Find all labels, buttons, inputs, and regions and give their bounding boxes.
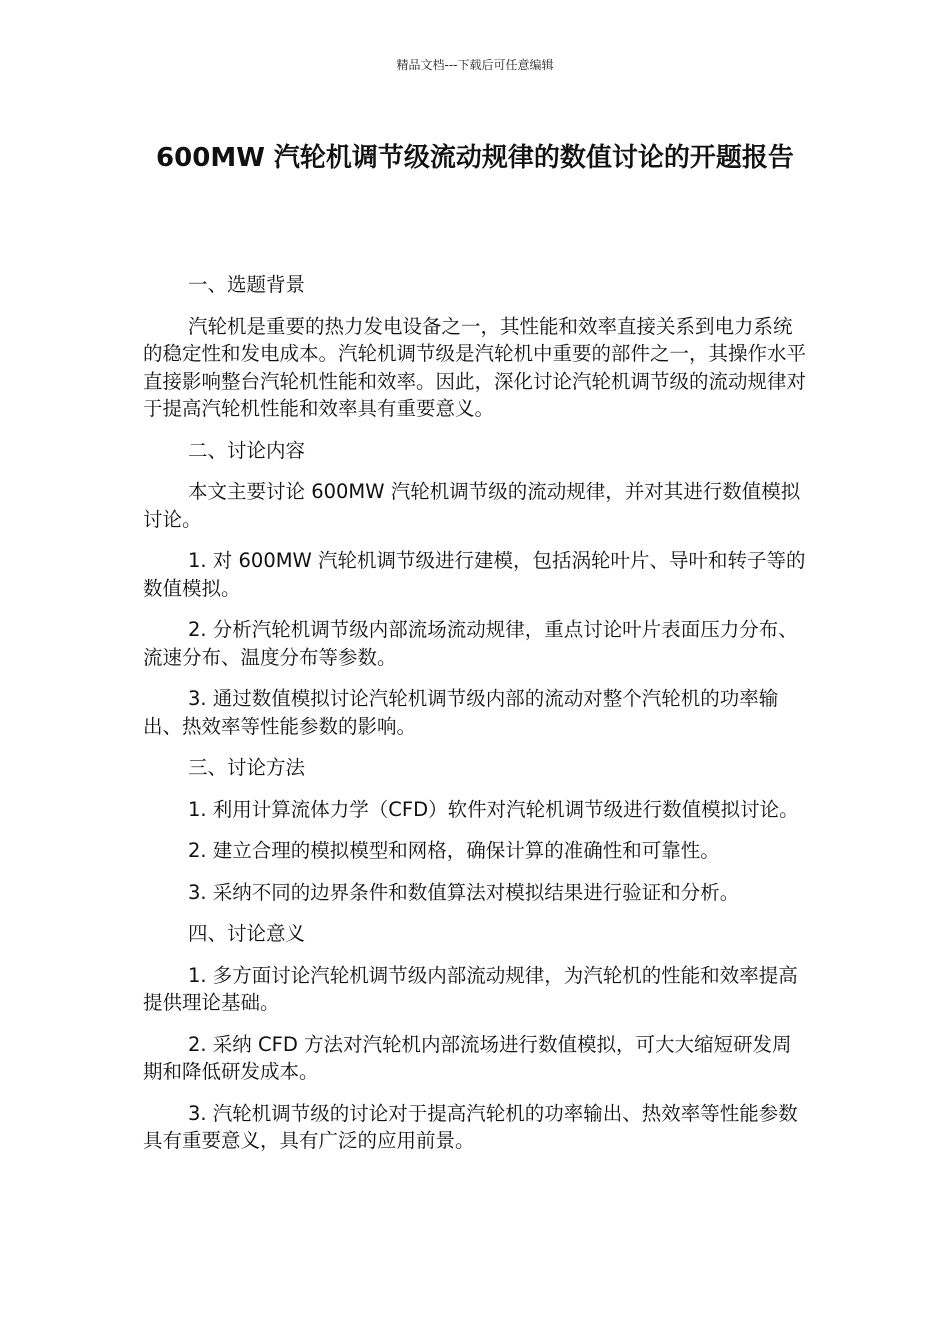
page-header-note: 精品文档---下载后可任意编辑 xyxy=(396,58,554,72)
significance-item-1: 1. 多方面讨论汽轮机调节级内部流动规律，为汽轮机的性能和效率提高提供理论基础。 xyxy=(143,963,798,1014)
content-intro-paragraph: 本文主要讨论 600MW 汽轮机调节级的流动规律，并对其进行数值模拟讨论。 xyxy=(143,480,801,531)
section-heading-method: 三、讨论方法 xyxy=(188,756,306,779)
method-item-3: 3. 采纳不同的边界条件和数值算法对模拟结果进行验证和分析。 xyxy=(188,880,740,904)
significance-item-3: 3. 汽轮机调节级的讨论对于提高汽轮机的功率输出、热效率等性能参数具有重要意义，具有广泛的应用前景。 xyxy=(143,1101,798,1152)
section-heading-content: 二、讨论内容 xyxy=(188,438,306,462)
document-title: 600MW 汽轮机调节级流动规律的数值讨论的开题报告 xyxy=(156,143,794,173)
method-item-1: 1. 利用计算流体力学（CFD）软件对汽轮机调节级进行数值模拟讨论。 xyxy=(188,797,799,821)
significance-item-2: 2. 采纳 CFD 方法对汽轮机内部流场进行数值模拟，可大大缩短研发周期和降低研发成本。 xyxy=(143,1032,792,1083)
content-item-1: 1. 对 600MW 汽轮机调节级进行建模，包括涡轮叶片、导叶和转子等的数值模拟。 xyxy=(143,549,806,600)
background-paragraph: 汽轮机是重要的热力发电设备之一，其性能和效率直接关系到电力系统的稳定性和发电成本。汽轮机调节级是汽轮机中重要的部件之一，其操作水平直接影响整台汽轮机性能和效率。因此，深化讨论汽轮机调节级的流动规律对于提高汽轮机性能和效率具有重要意义。 xyxy=(143,314,807,420)
content-item-2: 2. 分析汽轮机调节级内部流场流动规律，重点讨论叶片表面压力分布、流速分布、温度分布等参数。 xyxy=(143,618,798,669)
section-heading-significance: 四、讨论意义 xyxy=(188,922,306,945)
document-body xyxy=(143,271,807,1169)
method-item-2: 2. 建立合理的模拟模型和网格，确保计算的准确性和可靠性。 xyxy=(188,839,720,862)
section-heading-background: 一、选题背景 xyxy=(188,273,306,296)
content-item-3: 3. 通过数值模拟讨论汽轮机调节级内部的流动对整个汽轮机的功率输出、热效率等性能参数的影响。 xyxy=(143,687,779,738)
